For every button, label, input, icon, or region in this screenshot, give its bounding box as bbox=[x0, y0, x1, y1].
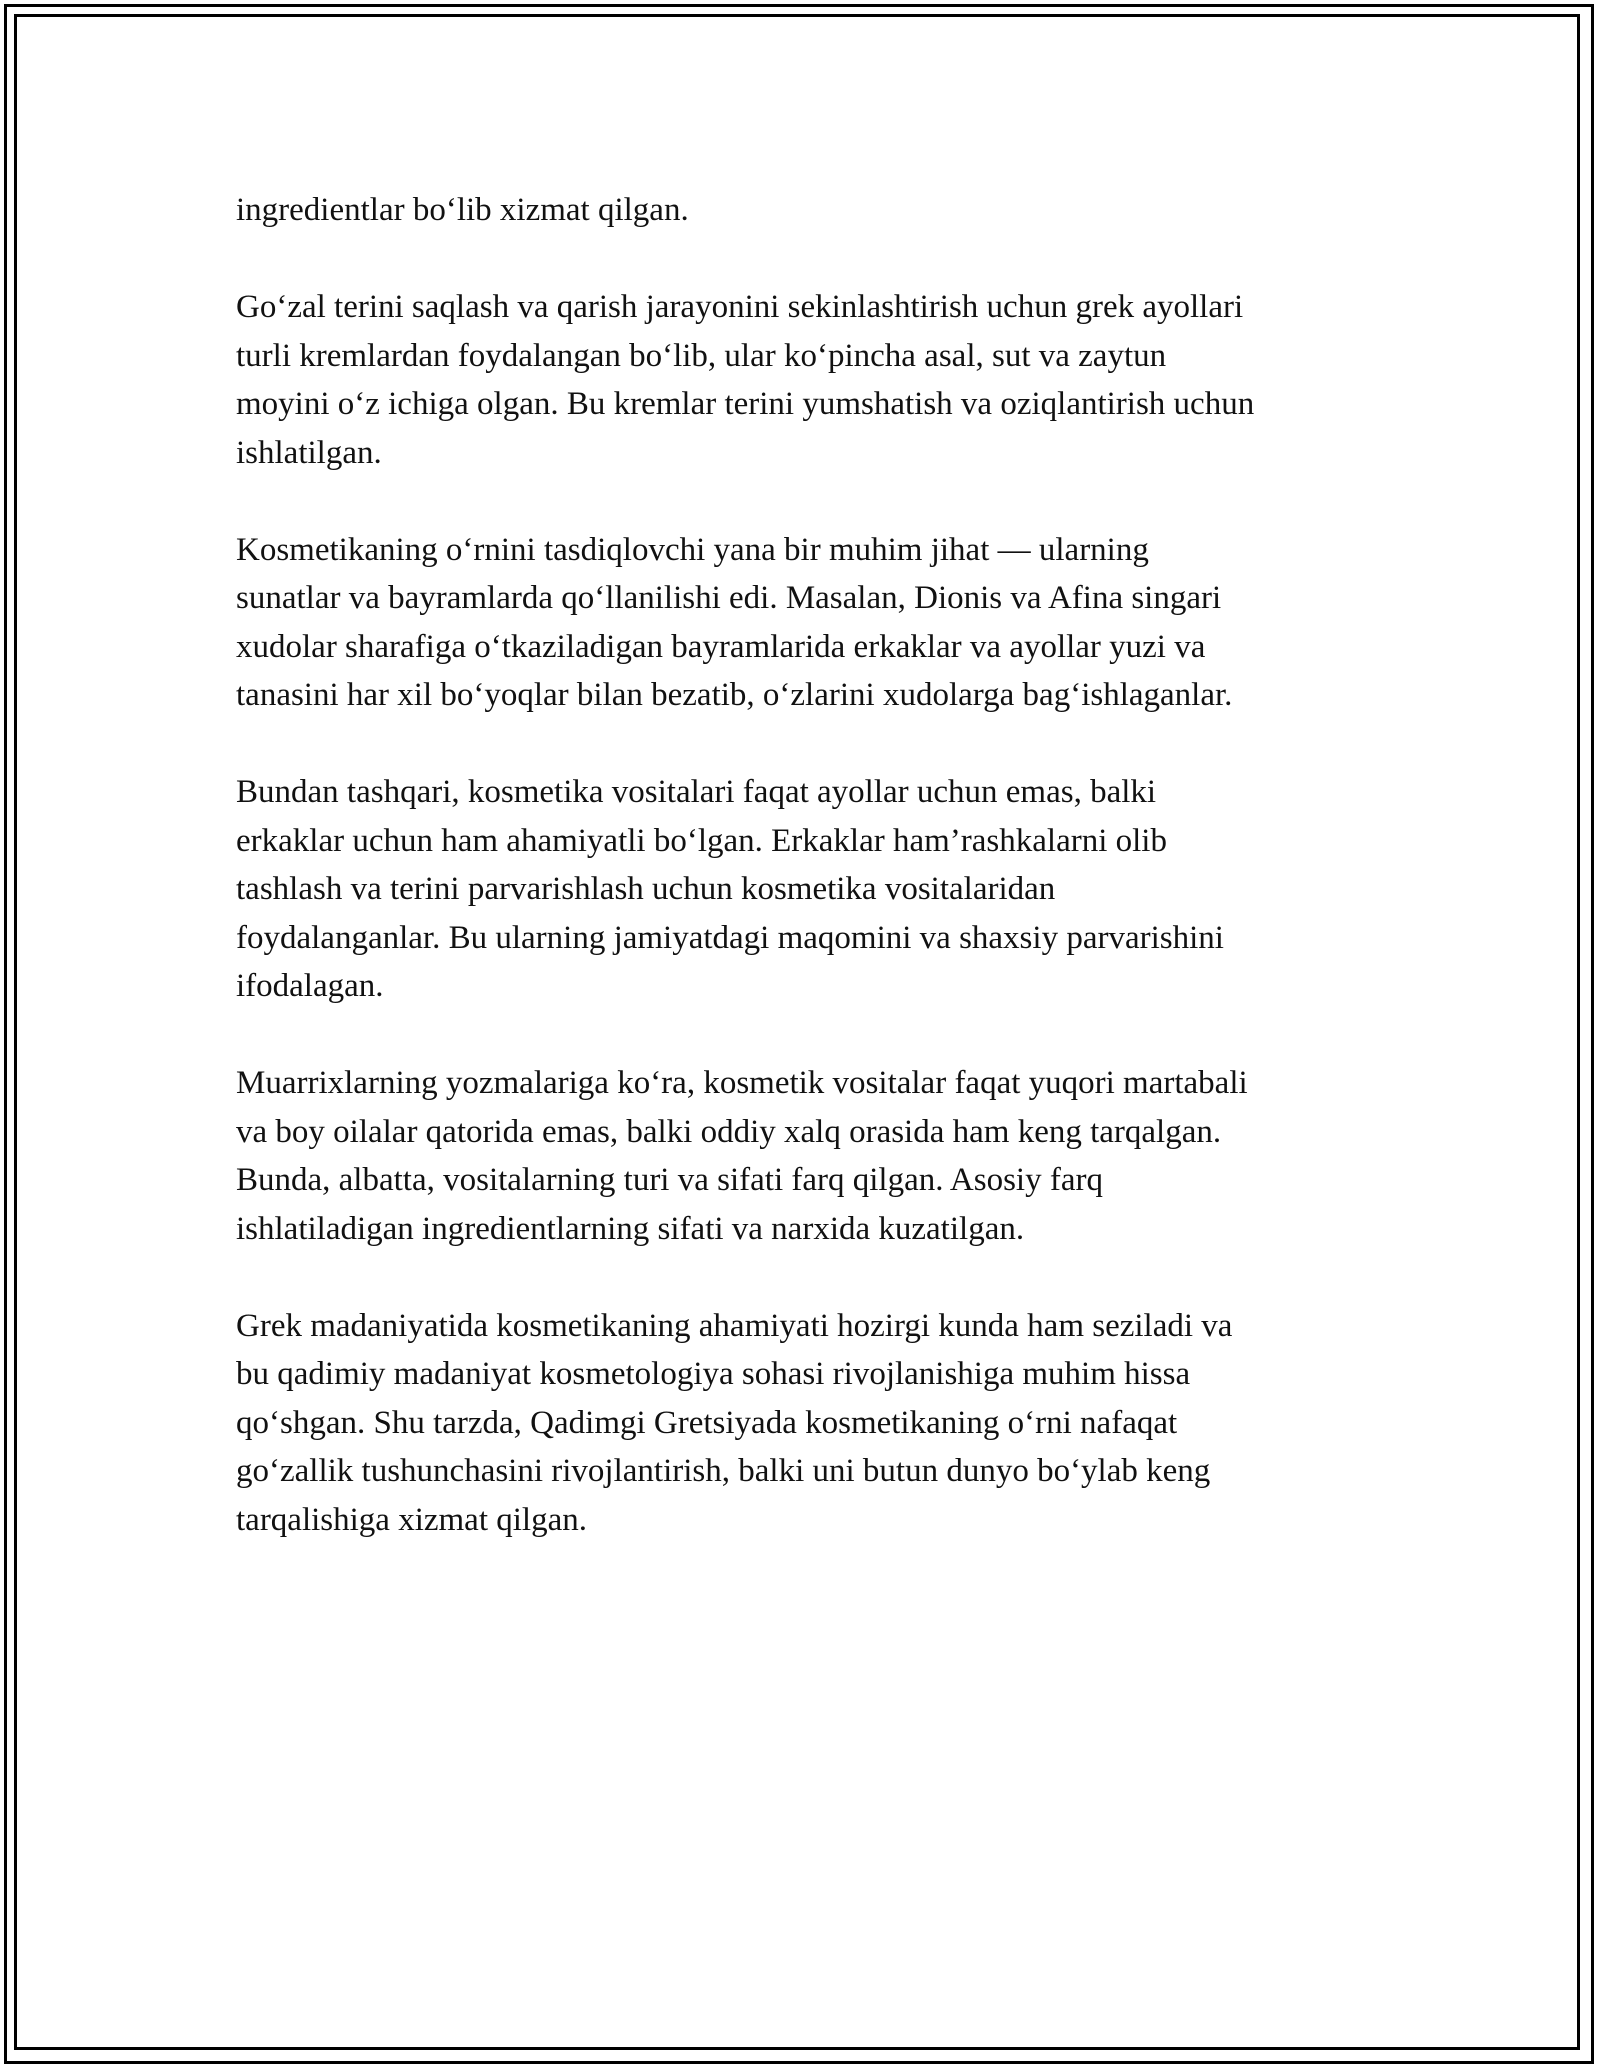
text-line: Muarrixlarning yozmalariga ko‘ra, kosmetik vositalar faqat yuqori martabali bbox=[236, 1065, 1248, 1101]
text-line: ishlatiladigan ingredientlarning sifati va narxida kuzatilgan. bbox=[236, 1210, 1025, 1247]
paragraph-5 bbox=[236, 1059, 1366, 1253]
text-line: erkaklar uchun ham ahamiyatli bo‘lgan. Erkaklar ham’rashkalarni olib bbox=[236, 822, 1167, 859]
text-line: va boy oilalar qatorida emas, balki oddiy xalq orasida ham keng tarqalgan. bbox=[236, 1113, 1222, 1150]
paragraph-1 bbox=[236, 186, 1366, 235]
text-line: turli kremlardan foydalangan bo‘lib, ular ko‘pincha asal, sut va zaytun bbox=[236, 337, 1167, 374]
text-line: Bunda, albatta, vositalarning turi va sifati farq qilgan. Asosiy farq bbox=[236, 1162, 1103, 1198]
text-line: sunatlar va bayramlarda qo‘llanilishi edi. Masalan, Dionis va Afina singari bbox=[236, 580, 1222, 616]
text-line: bu qadimiy madaniyat kosmetologiya sohasi rivojlanishiga muhim hissa bbox=[236, 1356, 1191, 1392]
text-line: ingredientlar bo‘lib xizmat qilgan. bbox=[236, 192, 689, 228]
text-line: go‘zallik tushunchasini rivojlantirish, balki uni butun dunyo bo‘ylab keng bbox=[236, 1453, 1211, 1489]
text-line: xudolar sharafiga o‘tkaziladigan bayramlarida erkaklar va ayollar yuzi va bbox=[236, 628, 1206, 665]
text-line: tanasini har xil bo‘yoqlar bilan bezatib, o‘zlarini xudolarga bag‘ishlaganlar. bbox=[236, 677, 1233, 713]
text-line: tarqalishiga xizmat qilgan. bbox=[236, 1501, 587, 1538]
paragraph-2 bbox=[236, 283, 1366, 477]
text-line: Kosmetikaning o‘rnini tasdiqlovchi yana bir muhim jihat — ularning bbox=[236, 531, 1149, 568]
paragraph-4 bbox=[236, 768, 1366, 1011]
text-line: ifodalagan. bbox=[236, 968, 384, 1004]
text-line: Go‘zal terini saqlash va qarish jarayonini sekinlashtirish uchun grek ayollari bbox=[236, 289, 1244, 325]
text-line: foydalanganlar. Bu ularning jamiyatdagi maqomini va shaxsiy parvarishini bbox=[236, 919, 1224, 956]
text-line: qo‘shgan. Shu tarzda, Qadimgi Gretsiyada kosmetikaning o‘rni nafaqat bbox=[236, 1404, 1178, 1441]
text-line: Grek madaniyatida kosmetikaning ahamiyati hozirgi kunda ham seziladi va bbox=[236, 1307, 1233, 1344]
paragraph-3 bbox=[236, 526, 1366, 720]
text-line: moyini o‘z ichiga olgan. Bu kremlar terini yumshatish va oziqlantirish uchun bbox=[236, 386, 1255, 422]
text-line: ishlatilgan. bbox=[236, 434, 382, 471]
text-line: Bundan tashqari, kosmetika vositalari faqat ayollar uchun emas, balki bbox=[236, 774, 1157, 810]
text-line: tashlash va terini parvarishlash uchun kosmetika vositalaridan bbox=[236, 871, 1056, 907]
paragraph-6 bbox=[236, 1302, 1366, 1545]
document-body bbox=[236, 186, 1366, 1593]
